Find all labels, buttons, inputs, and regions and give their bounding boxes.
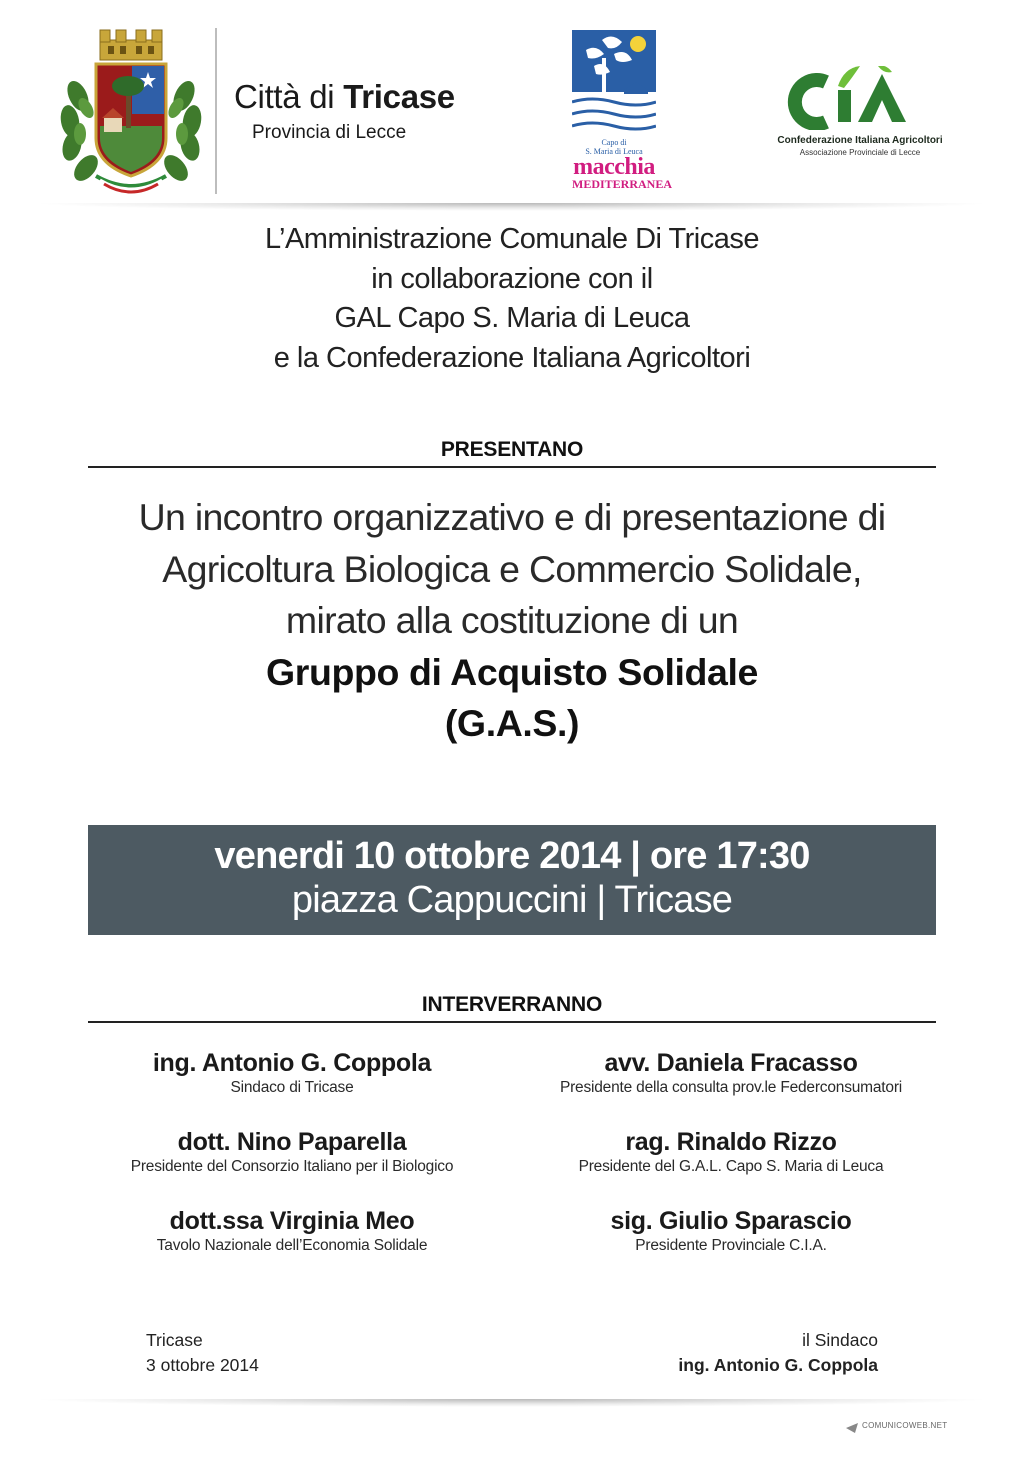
speaker-item bbox=[72, 1206, 512, 1256]
event-title: Gruppo di Acquisto Solidale bbox=[266, 650, 758, 693]
cia-subtitle: Associazione Provinciale di Lecce bbox=[799, 148, 921, 157]
cia-logo-icon bbox=[782, 66, 918, 130]
date-place-banner bbox=[88, 825, 936, 935]
speaker-role: Sindaco di Tricase bbox=[230, 1079, 354, 1096]
interverranno-rule bbox=[88, 1021, 936, 1023]
footer-date: 3 ottobre 2014 bbox=[146, 1355, 259, 1375]
comunicoweb-icon bbox=[846, 1420, 860, 1430]
footer-signature bbox=[578, 1328, 878, 1378]
header-divider bbox=[215, 28, 217, 194]
credit-label: COMUNICOWEB.NET bbox=[862, 1421, 948, 1430]
macchia-mediterranea-wordmark: Capo di S. Maria di Leuca macchia MEDITERRANEA bbox=[572, 138, 673, 191]
intro-line: e la Confederazione Italiana Agricoltori bbox=[273, 341, 751, 374]
speaker-name: sig. Giulio Sparascio bbox=[610, 1207, 852, 1235]
speaker-role: Presidente del Consorzio Italiano per il Biologico bbox=[130, 1158, 454, 1175]
event-line: Un incontro organizzativo e di presentazione di bbox=[138, 496, 886, 538]
footer-place-date bbox=[146, 1328, 259, 1378]
speaker-name: ing. Antonio G. Coppola bbox=[152, 1049, 432, 1077]
event-acronym: (G.A.S.) bbox=[444, 702, 580, 744]
interverranno-heading: INTERVERRANNO bbox=[421, 993, 603, 1016]
event-date-time: venerdi 10 ottobre 2014 | ore 17:30 bbox=[214, 835, 810, 877]
speaker-item bbox=[511, 1048, 951, 1098]
speaker-item bbox=[511, 1206, 951, 1256]
header-separator bbox=[30, 203, 994, 211]
event-line: mirato alla costituzione di un bbox=[285, 599, 739, 641]
event-place: piazza Cappuccini | Tricase bbox=[291, 879, 733, 921]
intro-line: GAL Capo S. Maria di Leuca bbox=[334, 302, 690, 334]
signer-name: ing. Antonio G. Coppola bbox=[678, 1355, 878, 1375]
speaker-item bbox=[511, 1127, 951, 1177]
province-label: Provincia di Lecce bbox=[252, 122, 407, 143]
speaker-role: Presidente Provinciale C.I.A. bbox=[635, 1237, 827, 1254]
event-line: Agricoltura Biologica e Commercio Solidale, bbox=[162, 547, 862, 590]
speaker-item bbox=[72, 1048, 512, 1098]
intro-line: L’Amministrazione Comunale Di Tricase bbox=[264, 223, 760, 255]
city-crest-icon bbox=[56, 26, 206, 194]
event-description bbox=[0, 492, 1024, 750]
footer-place: Tricase bbox=[146, 1330, 203, 1350]
speaker-role: Presidente della consulta prov.le Federconsumatori bbox=[559, 1079, 903, 1096]
speaker-name: dott.ssa Virginia Meo bbox=[169, 1207, 415, 1235]
speaker-role: Tavolo Nazionale dell’Economia Solidale bbox=[156, 1237, 428, 1254]
presentano-rule bbox=[88, 466, 936, 468]
speaker-item bbox=[72, 1127, 512, 1177]
speaker-name: avv. Daniela Fracasso bbox=[604, 1049, 858, 1077]
footer-separator bbox=[30, 1399, 994, 1407]
presentano-heading: PRESENTANO bbox=[440, 438, 584, 461]
speaker-name: dott. Nino Paparella bbox=[177, 1128, 407, 1156]
signer-title: il Sindaco bbox=[802, 1330, 878, 1350]
speaker-name: rag. Rinaldo Rizzo bbox=[625, 1128, 837, 1156]
speaker-role: Presidente del G.A.L. Capo S. Maria di Leuca bbox=[578, 1158, 884, 1175]
intro-text bbox=[0, 220, 1024, 378]
cia-name: Confederazione Italiana Agricoltori bbox=[777, 135, 943, 146]
city-title: Città di Tricase bbox=[234, 78, 455, 115]
intro-line: in collaborazione con il bbox=[371, 262, 653, 295]
